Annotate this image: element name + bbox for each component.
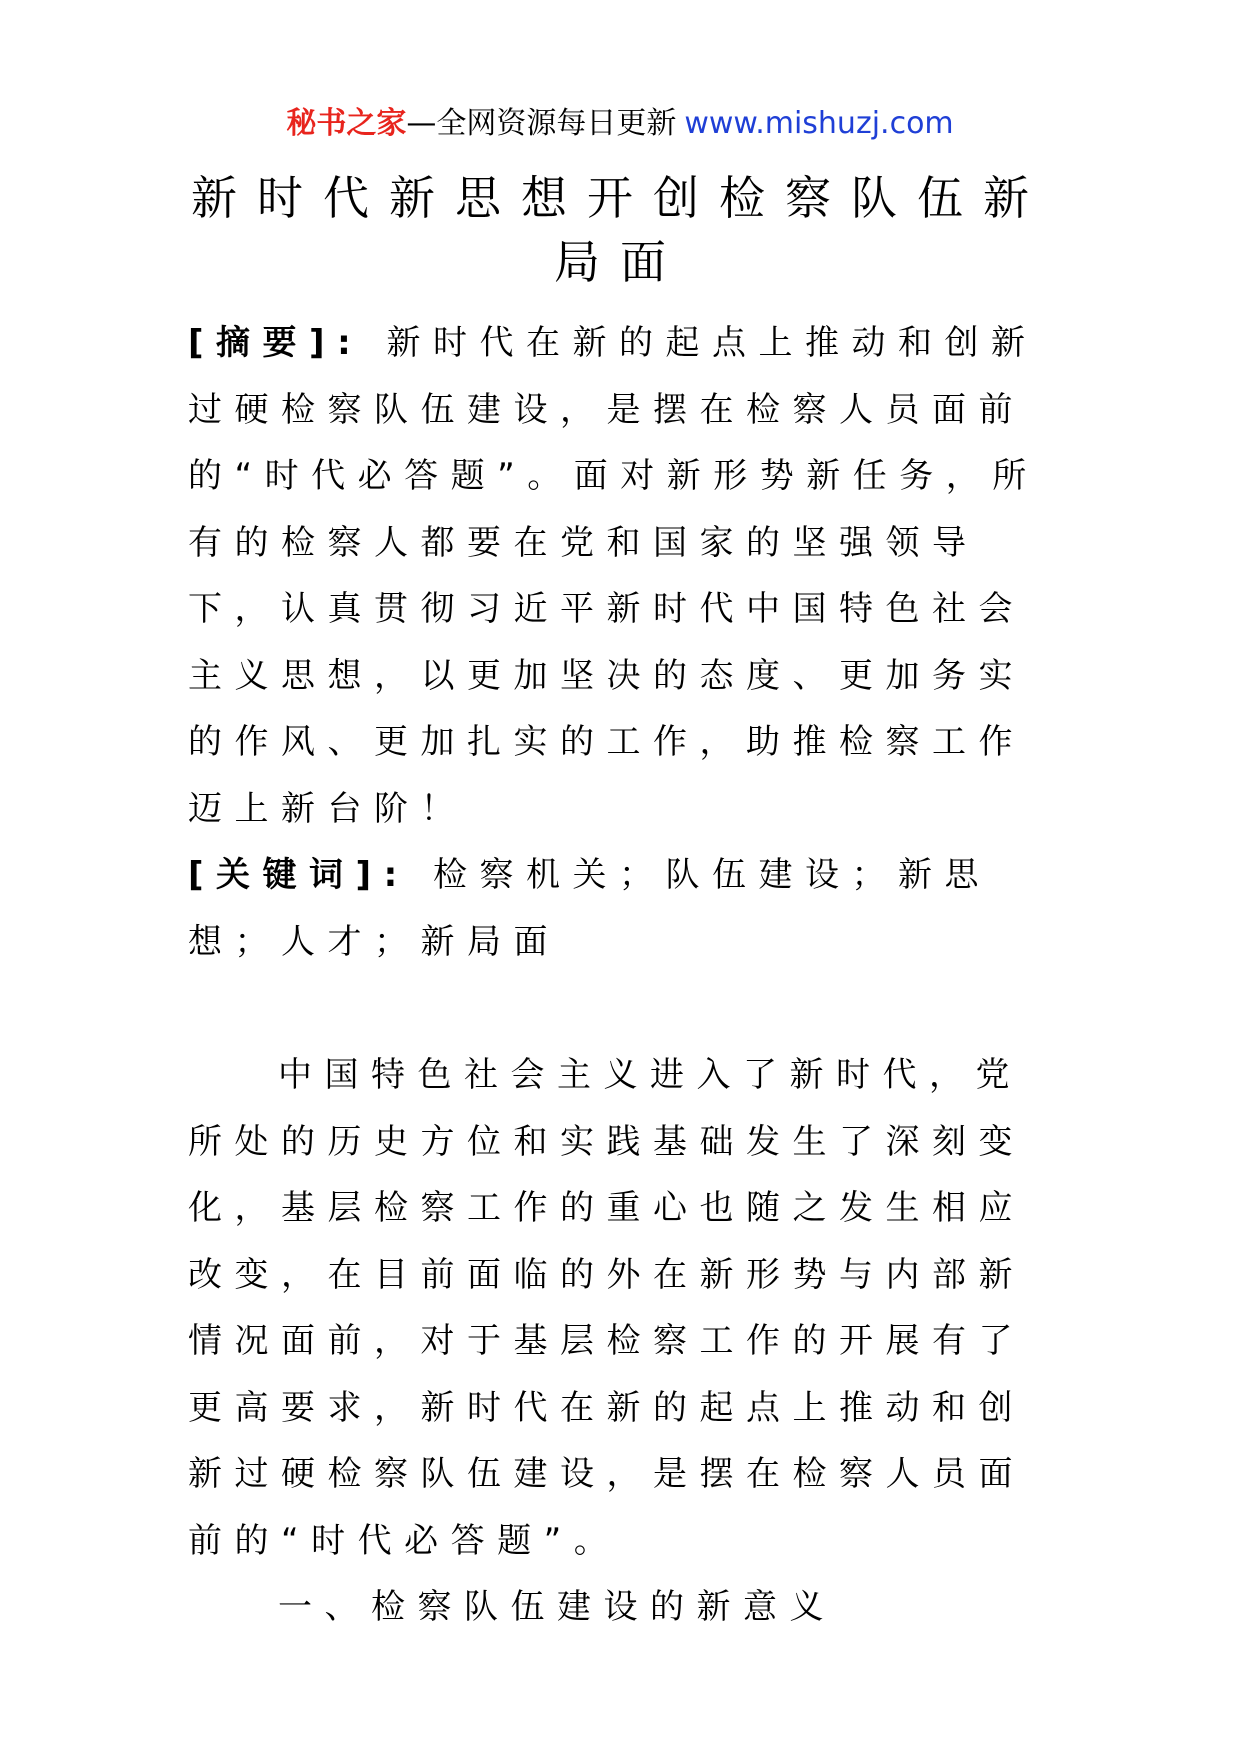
- brand-name: 秘书之家: [286, 106, 407, 141]
- section-heading-1: 一、检察队伍建设的新意义: [278, 1587, 836, 1627]
- keywords-paragraph: [188, 842, 1068, 975]
- title-line-1: 新时代新思想开创检察队伍新: [191, 171, 1049, 225]
- site-url-link[interactable]: www.mishuzj.com: [684, 106, 954, 141]
- document-body: [188, 310, 1068, 1641]
- site-header: [0, 104, 1240, 144]
- document-title: [150, 166, 1090, 294]
- keywords-block: [188, 842, 1068, 975]
- title-line-2: 局面: [554, 235, 686, 289]
- keywords-text: 检察机关；队伍建设；新思想；人才；新局面: [188, 855, 991, 962]
- abstract-block: [188, 310, 1068, 842]
- abstract-label: [摘要]:: [188, 323, 364, 363]
- abstract-paragraph: [188, 310, 1068, 842]
- body-paragraph-1: 中国特色社会主义进入了新时代，党所处的历史方位和实践基础发生了深刻变化，基层检察工作的重心也随之发生相应改变，在目前面临的外在新形势与内部新情况面前，对于基层检察工作的开展有了更高要求，新时代在新的起点上推动和创新过硬检察队伍建设，是摆在检察人员面前的“时代必答题”。: [188, 1055, 1025, 1561]
- abstract-text: 新时代在新的起点上推动和创新过硬检察队伍建设，是摆在检察人员面前的“时代必答题”。面对新形势新任务，所有的检察人都要在党和国家的坚强领导下，认真贯彻习近平新时代中国特色社会主义思想，以更加坚决的态度、更加务实的作风、更加扎实的工作，助推检察工作迈上新台阶！: [188, 323, 1039, 829]
- spacer: [188, 975, 1068, 1042]
- keywords-label: [关键词]:: [188, 855, 410, 895]
- site-slogan: —全网资源每日更新: [406, 106, 677, 141]
